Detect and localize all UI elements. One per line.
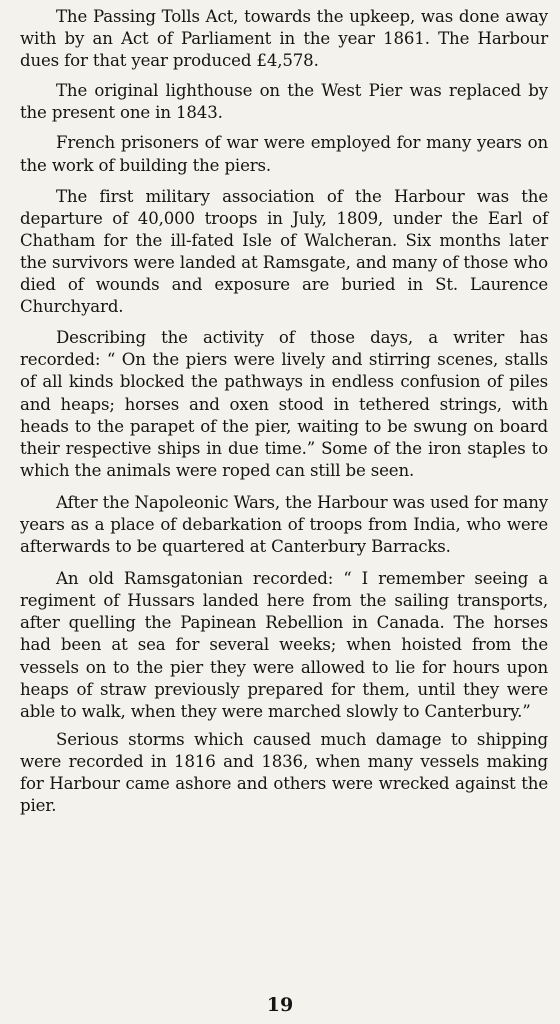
paragraph-serious-storms: Serious storms which caused much damage to shipping were recorded in 1816 and 1836, when many vessels making for Harbour came ashore and others were wrecked against the pier. — [20, 729, 548, 816]
page-number: 19 — [266, 994, 294, 1016]
paragraph-napoleonic-wars: After the Napoleonic Wars, the Harbour was used for many years as a place of debarkation of troops from India, who were afterwards to be quartered at Canterbury Barracks. — [20, 492, 548, 557]
paragraph-passing-tolls-act: The Passing Tolls Act, towards the upkeep, was done away with by an Act of Parliament in the year 1861. The Harbour dues for that year produced £4,578. — [20, 7, 548, 71]
paragraph-military-association: The first military association of the Harbour was the departure of 40,000 troops in July, 1809, under the Earl of Chatham for the ill-fated Isle of Walcheran. Six months later the survivors were landed at Ramsgate, and many of those who died of wounds and exposure are buried in St. Laurence Churchyard. — [20, 186, 548, 317]
paragraph-french-prisoners: French prisoners of war were employed for many years on the work of building the piers. — [20, 133, 548, 175]
paragraph-ramsgatonian-recollection: An old Ramsgatonian recorded: “ I remember seeing a regiment of Hussars landed here from the sailing transports, after quelling the Papinean Rebellion in Canada. The horses had been at sea for several weeks; when hoisted from the vessels on to the pier they were allowed to lie for hours upon heaps of straw previously prepared for them, until they were able to walk, when they were marched slowly to Canterbury.” — [20, 569, 548, 721]
paragraph-lighthouse: The original lighthouse on the West Pier was replaced by the present one in 1843. — [20, 81, 548, 123]
paragraph-activity-description: Describing the activity of those days, a writer has recorded: “ On the piers were lively and stirring scenes, stalls of all kinds blocked the pathways in endless confusion of piles and heaps; horses and oxen stood in tethered strings, with heads to the parapet of the pier, waiting to be swung on board their respective ships in due time.” Some of the iron staples to which the animals were roped can still be seen. — [20, 328, 548, 480]
